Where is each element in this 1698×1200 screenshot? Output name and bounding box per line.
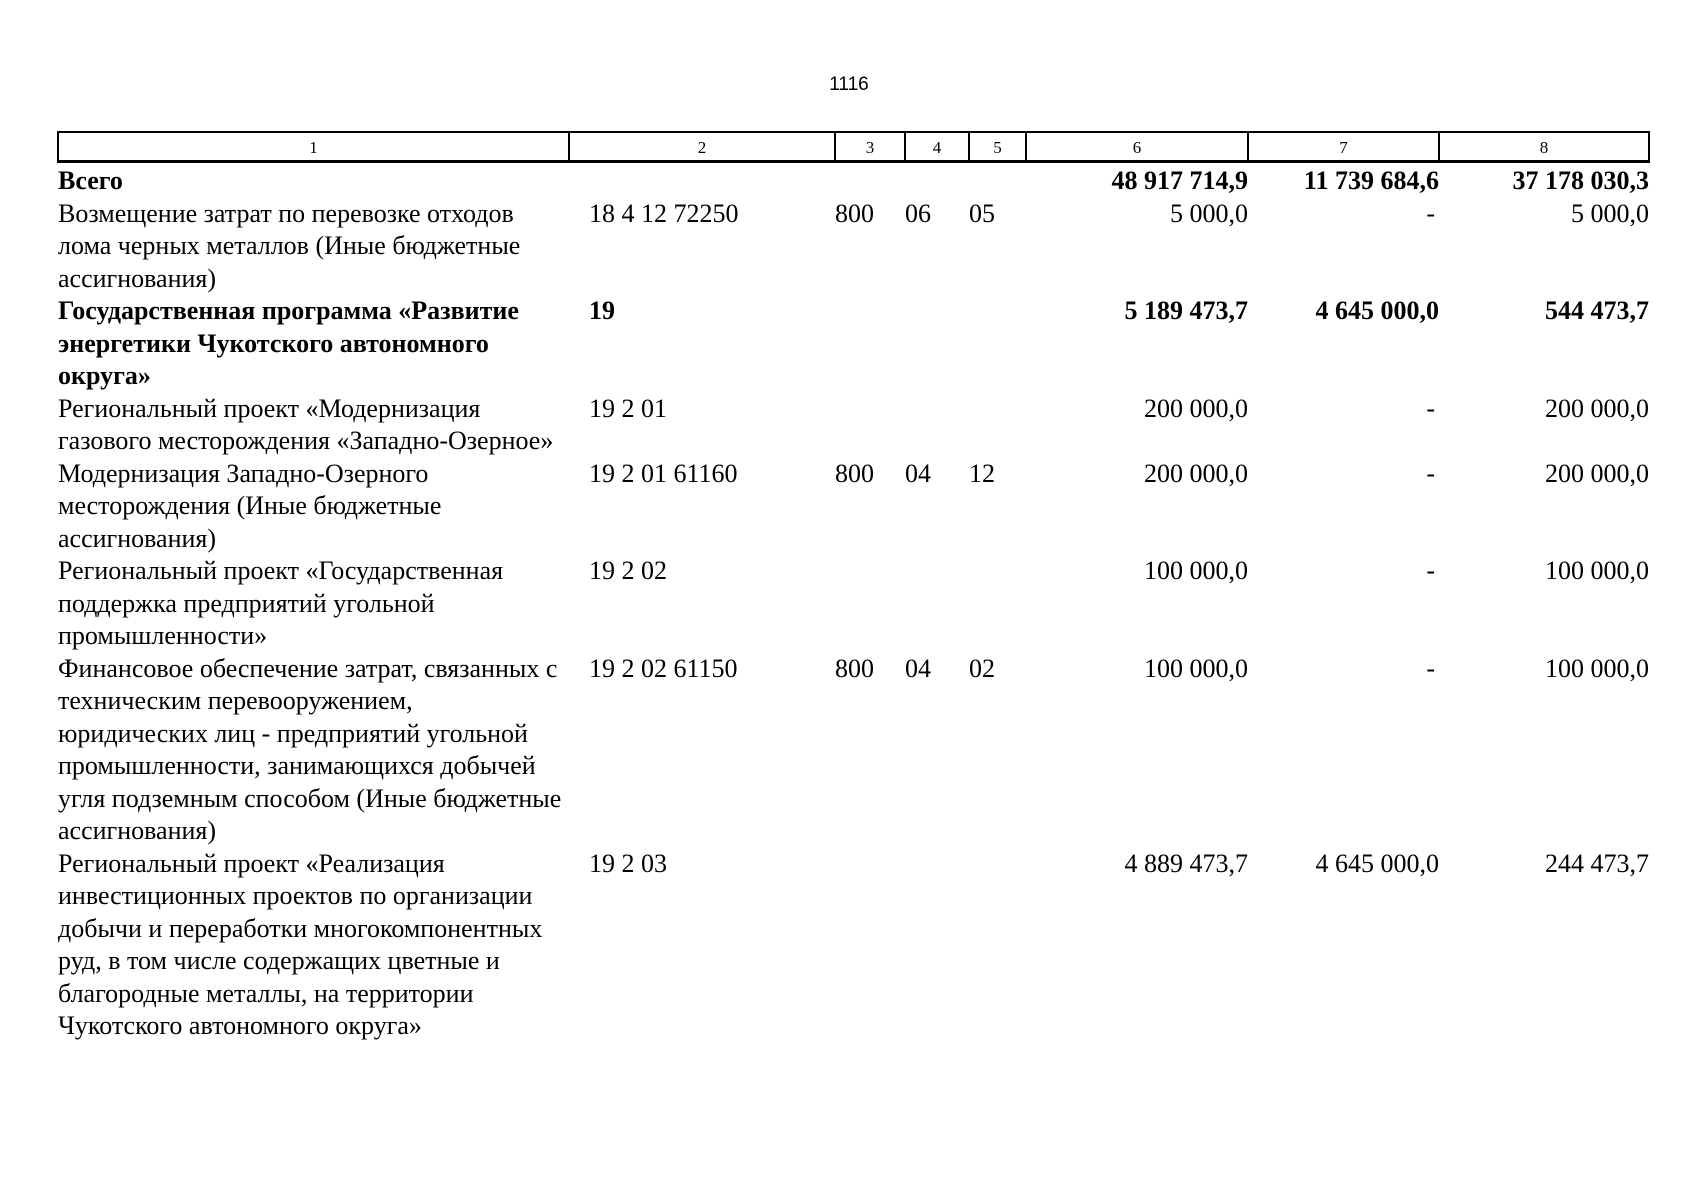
- expense-type-code: [835, 295, 905, 393]
- column-header: 7: [1248, 132, 1439, 162]
- column-header: 4: [905, 132, 969, 162]
- expense-type-code: [835, 848, 905, 1043]
- expense-type-code: 800: [835, 653, 874, 683]
- target-article-code: 18 4 12 72250: [589, 198, 739, 228]
- total-amount: 200 000,0: [1144, 458, 1248, 488]
- subsection-code: 02: [969, 653, 995, 683]
- regional-amount: 100 000,0: [1545, 556, 1649, 585]
- page-number: 1116: [829, 74, 869, 95]
- section-code: [905, 555, 969, 653]
- column-header: 8: [1439, 132, 1649, 162]
- header-row: [58, 132, 1649, 162]
- item-name: Региональный проект «Реализация инвестиционных проектов по организации добычи и переработки многокомпонентных руд, в том числе содержащих цветные и благородные металлы, на территории Чукотского автономного округа»: [58, 848, 543, 1040]
- total-amount: 5 000,0: [1170, 198, 1248, 228]
- column-header: 1: [58, 132, 569, 162]
- subsection-code: [969, 162, 1026, 198]
- table-row: [58, 848, 1649, 1043]
- expense-type-code: [835, 393, 905, 458]
- regional-amount: 100 000,0: [1545, 653, 1649, 683]
- target-article-code: 19 2 02: [589, 556, 667, 585]
- target-article-code: 19 2 01 61160: [589, 458, 738, 488]
- target-article-code: 19 2 02 61150: [589, 653, 738, 683]
- table-row: [58, 458, 1649, 556]
- target-article-code: 19: [589, 296, 615, 325]
- subsection-code: 12: [969, 458, 995, 488]
- federal-amount: -: [1426, 198, 1435, 228]
- subsection-code: [969, 555, 1026, 653]
- federal-amount: -: [1426, 653, 1435, 683]
- item-name: Финансовое обеспечение затрат, связанных с техническим перевооружением, юридических лиц - предприятий угольной промышленности, занимающихся добычей угля подземным способом (Иные бюджетные ассигнования): [58, 653, 562, 845]
- subsection-code: [969, 295, 1026, 393]
- column-header: 6: [1026, 132, 1248, 162]
- federal-amount: 4 645 000,0: [1315, 296, 1439, 325]
- federal-amount: -: [1426, 556, 1435, 585]
- target-article-code: 19 2 03: [589, 848, 667, 878]
- total-amount: 100 000,0: [1144, 653, 1248, 683]
- column-header: 3: [835, 132, 905, 162]
- column-header: 5: [969, 132, 1026, 162]
- section-code: 04: [905, 653, 931, 683]
- section-code: [905, 393, 969, 458]
- expense-type-code: [835, 162, 905, 198]
- regional-amount: 200 000,0: [1545, 393, 1649, 423]
- column-header: 2: [569, 132, 835, 162]
- federal-amount: -: [1426, 393, 1435, 423]
- section-code: [905, 848, 969, 1043]
- total-amount: 200 000,0: [1144, 393, 1248, 423]
- table-row: [58, 295, 1649, 393]
- table-row: [58, 653, 1649, 848]
- section-code: 04: [905, 458, 931, 488]
- table-row: [58, 198, 1649, 296]
- regional-amount: 244 473,7: [1545, 848, 1649, 878]
- total-amount: 100 000,0: [1144, 556, 1248, 585]
- regional-amount: 5 000,0: [1571, 198, 1649, 228]
- table-row: [58, 393, 1649, 458]
- total-amount: 4 889 473,7: [1124, 848, 1248, 878]
- table-row: [58, 162, 1649, 198]
- regional-amount: 200 000,0: [1545, 458, 1649, 488]
- expense-type-code: 800: [835, 198, 874, 228]
- item-name: Модернизация Западно-Озерного месторождения (Иные бюджетные ассигнования): [58, 458, 442, 553]
- section-code: [905, 162, 969, 198]
- item-name: Региональный проект «Модернизация газового месторождения «Западно-Озерное»: [58, 393, 554, 455]
- subsection-code: 05: [969, 198, 995, 228]
- target-article-code: 19 2 01: [589, 393, 667, 423]
- expense-type-code: [835, 555, 905, 653]
- total-amount: 5 189 473,7: [1124, 296, 1248, 325]
- table-row: [58, 555, 1649, 653]
- regional-amount: 544 473,7: [1545, 296, 1649, 325]
- item-name: Всего: [58, 166, 123, 195]
- federal-amount: 11 739 684,6: [1303, 166, 1439, 195]
- section-code: [905, 295, 969, 393]
- federal-amount: -: [1426, 458, 1435, 488]
- subsection-code: [969, 848, 1026, 1043]
- item-name: Государственная программа «Развитие энергетики Чукотского автономного округа»: [58, 296, 519, 390]
- subsection-code: [969, 393, 1026, 458]
- table-body: [58, 162, 1649, 1043]
- item-name: Региональный проект «Государственная поддержка предприятий угольной промышленности»: [58, 556, 504, 650]
- federal-amount: 4 645 000,0: [1315, 848, 1439, 878]
- regional-amount: 37 178 030,3: [1512, 166, 1649, 195]
- total-amount: 48 917 714,9: [1111, 166, 1248, 195]
- item-name: Возмещение затрат по перевозке отходов лома черных металлов (Иные бюджетные ассигнования): [58, 198, 521, 293]
- target-article-code: [569, 162, 835, 198]
- section-code: 06: [905, 198, 931, 228]
- expense-type-code: 800: [835, 458, 874, 488]
- budget-table: [57, 131, 1650, 1043]
